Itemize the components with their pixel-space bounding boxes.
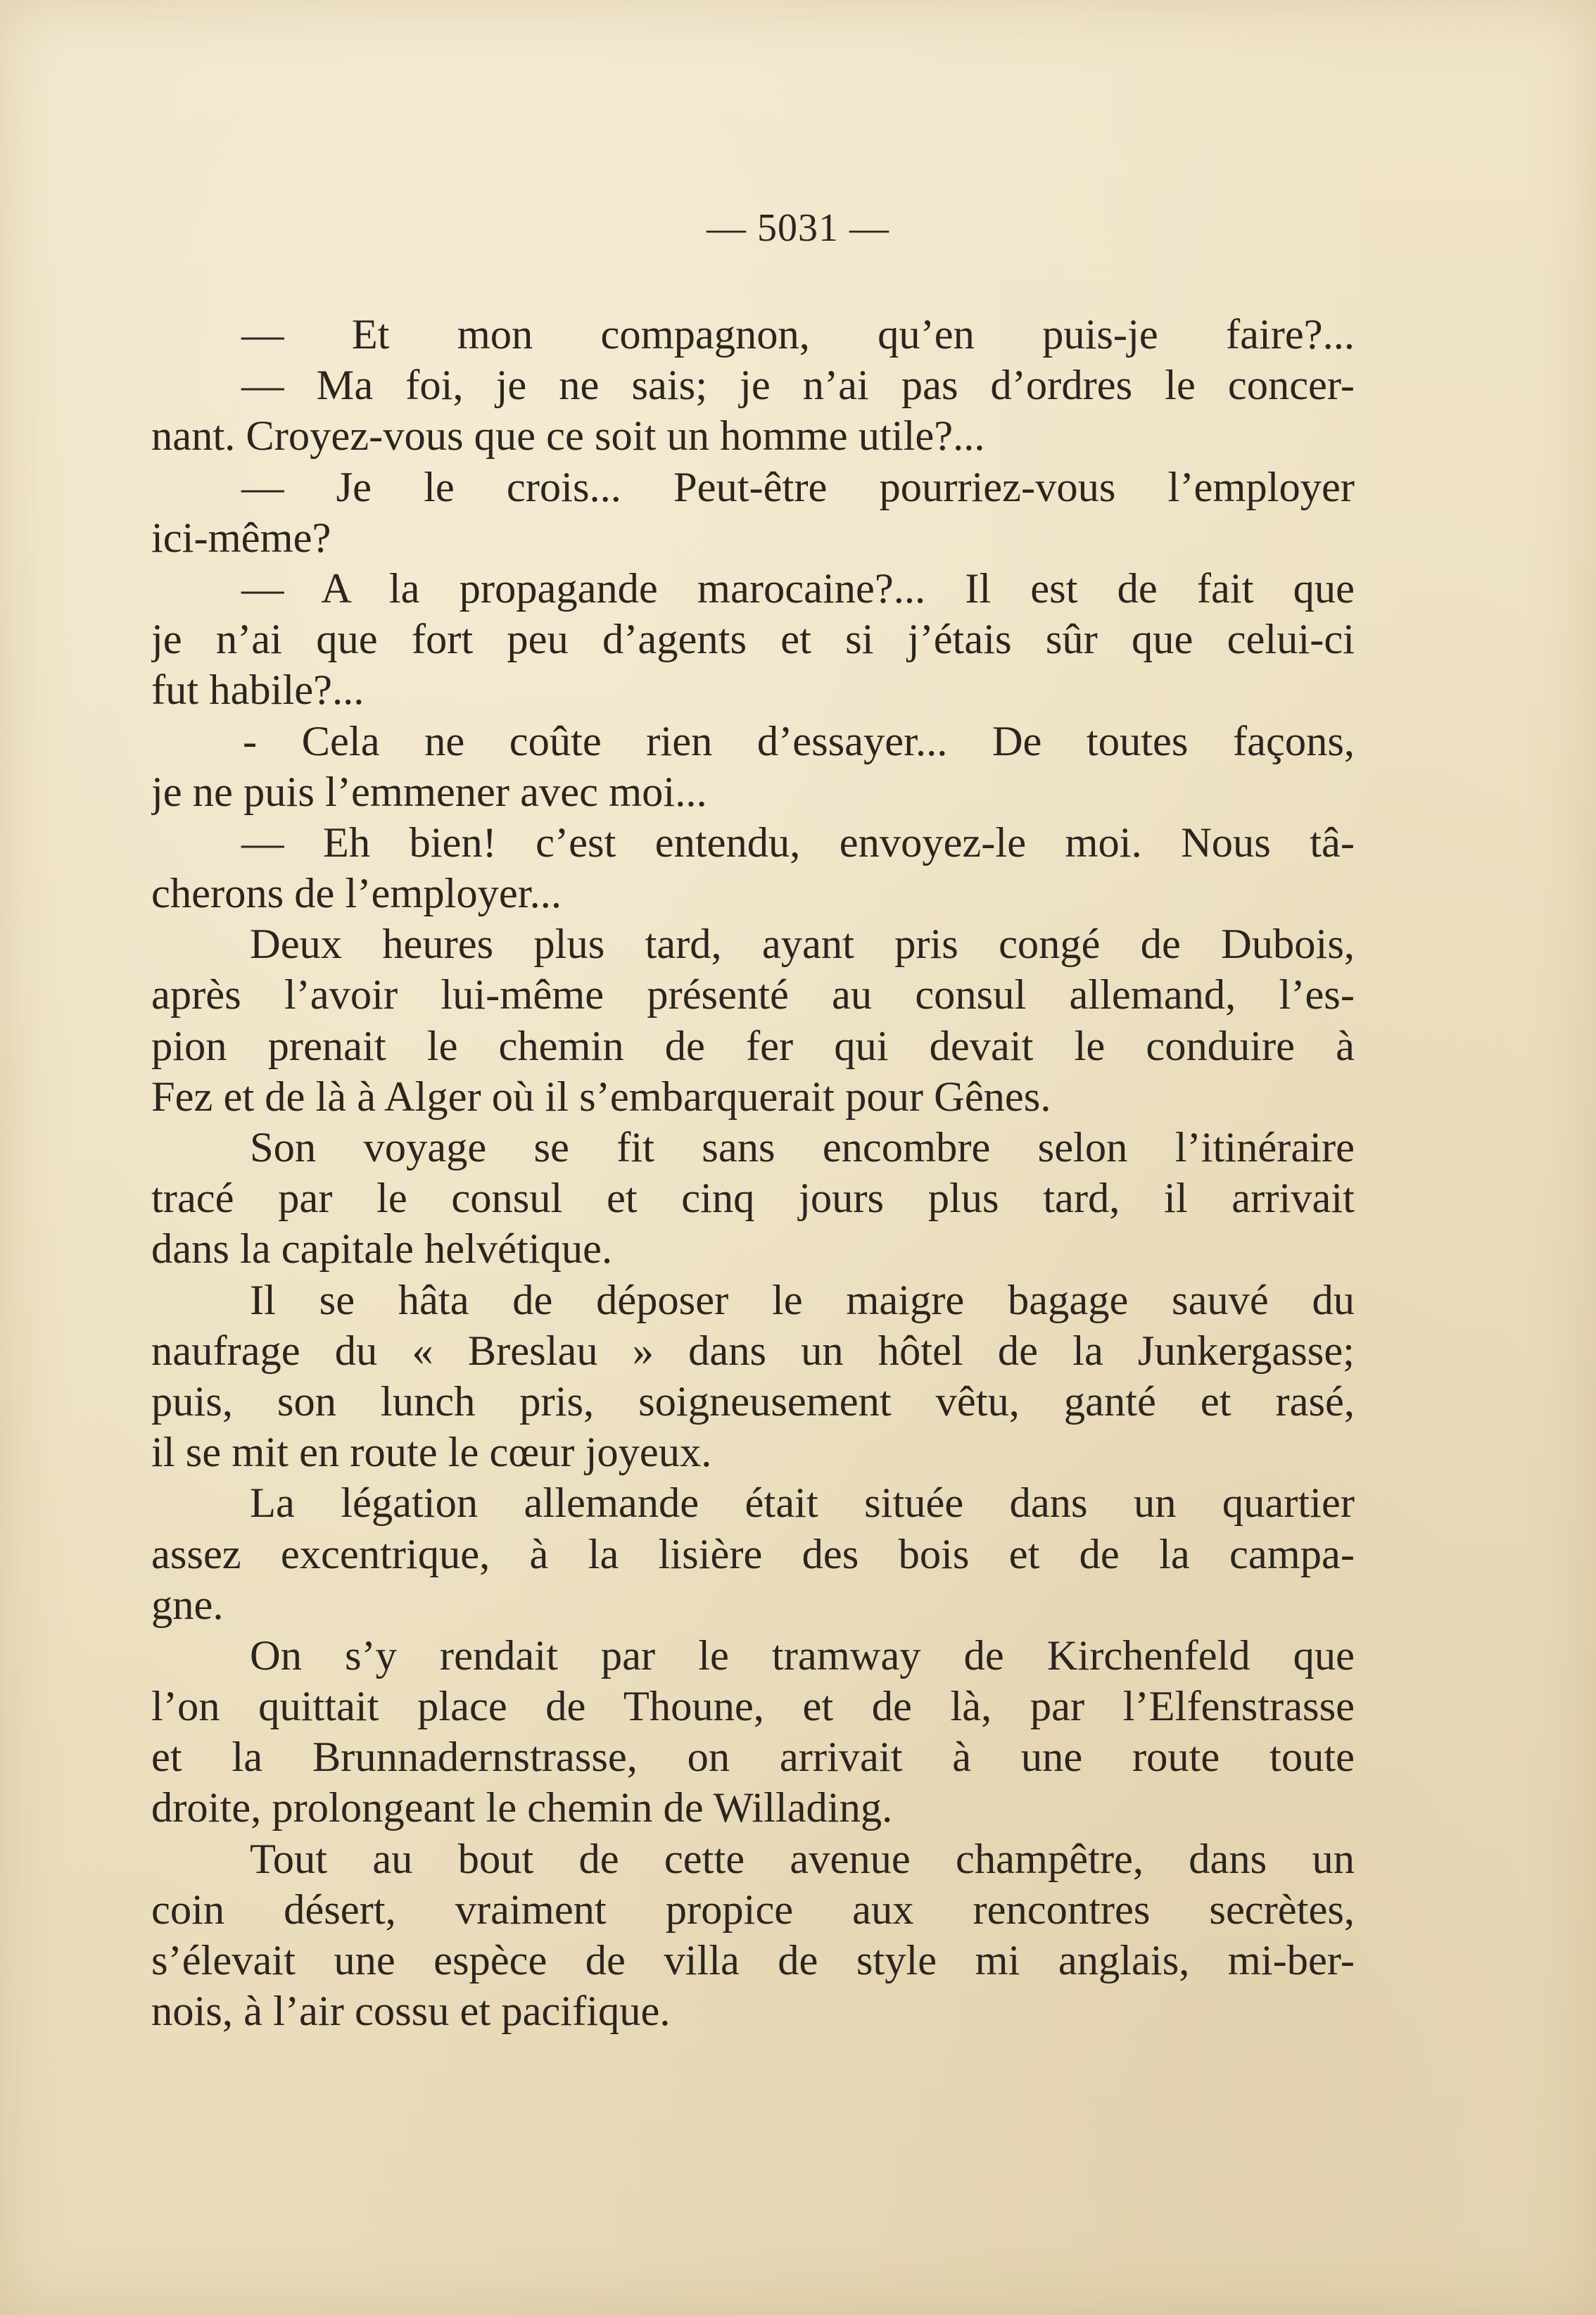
text-line: — Et mon compagnon, qu’en puis-je faire?... [241, 311, 1355, 358]
text-line: - Cela ne coûte rien d’essayer... De toutes façons, [243, 717, 1355, 765]
text-line: — Eh bien! c’est entendu, envoyez-le moi. Nous tâ- [241, 819, 1355, 866]
text-line: je n’ai que fort peu d’agents et si j’étais sûr que celui-ci [151, 616, 1355, 664]
text-line: après l’avoir lui-même présenté au consul allemand, l’es- [151, 971, 1355, 1019]
text-line: tracé par le consul et cinq jours plus tard, il arrivait [151, 1175, 1355, 1223]
text-line: je ne puis l’emmener avec moi... [151, 768, 707, 816]
text-line: fut habile?... [151, 667, 365, 714]
text-line: gne. [151, 1581, 224, 1629]
text-line: — Ma foi, je ne sais; je n’ai pas d’ordres le concer- [241, 362, 1355, 410]
text-line: l’on quittait place de Thoune, et de là, par l’Elfenstrasse [151, 1683, 1355, 1731]
text-line: droite, prolongeant le chemin de Willading. [151, 1784, 893, 1832]
text-line: Son voyage se fit sans encombre selon l’itinéraire [250, 1124, 1355, 1171]
text-line: dans la capitale helvétique. [151, 1225, 613, 1273]
text-line: et la Brunnadernstrasse, on arrivait à une route toute [151, 1734, 1355, 1781]
text-line: ici-même? [151, 514, 331, 562]
text-line: s’élevait une espèce de villa de style mi anglais, mi-ber- [151, 1937, 1355, 1984]
text-line: — A la propagande marocaine?... Il est de fait que [241, 564, 1355, 612]
text-line: cherons de l’employer... [151, 870, 562, 918]
text-line: Tout au bout de cette avenue champêtre, dans un [250, 1835, 1355, 1883]
text-line: nant. Croyez-vous que ce soit un homme utile?... [151, 412, 985, 460]
text-line: Il se hâta de déposer le maigre bagage sauvé du [250, 1276, 1355, 1324]
text-line: il se mit en route le cœur joyeux. [151, 1429, 712, 1477]
text-line: Fez et de là à Alger où il s’embarquerait pour Gênes. [151, 1073, 1051, 1121]
body-text [151, 310, 1355, 2037]
text-line: La légation allemande était située dans un quartier [250, 1480, 1355, 1527]
page-number: — 5031 — [707, 206, 889, 250]
text-line: naufrage du « Breslau » dans un hôtel de la Junkergasse; [151, 1327, 1355, 1375]
text-line: — Je le crois... Peut-être pourriez-vous l’employer [241, 463, 1355, 511]
text-line: assez excentrique, à la lisière des bois et de la campa- [151, 1530, 1355, 1578]
text-line: pion prenait le chemin de fer qui devait le conduire à [151, 1022, 1355, 1070]
text-line: On s’y rendait par le tramway de Kirchenfeld que [250, 1632, 1355, 1679]
text-line: coin désert, vraiment propice aux rencontres secrètes, [151, 1886, 1355, 1934]
text-line: Deux heures plus tard, ayant pris congé de Dubois, [250, 921, 1355, 969]
text-line: puis, son lunch pris, soigneusement vêtu, ganté et rasé, [151, 1377, 1355, 1425]
text-line: nois, à l’air cossu et pacifique. [151, 1988, 671, 2036]
